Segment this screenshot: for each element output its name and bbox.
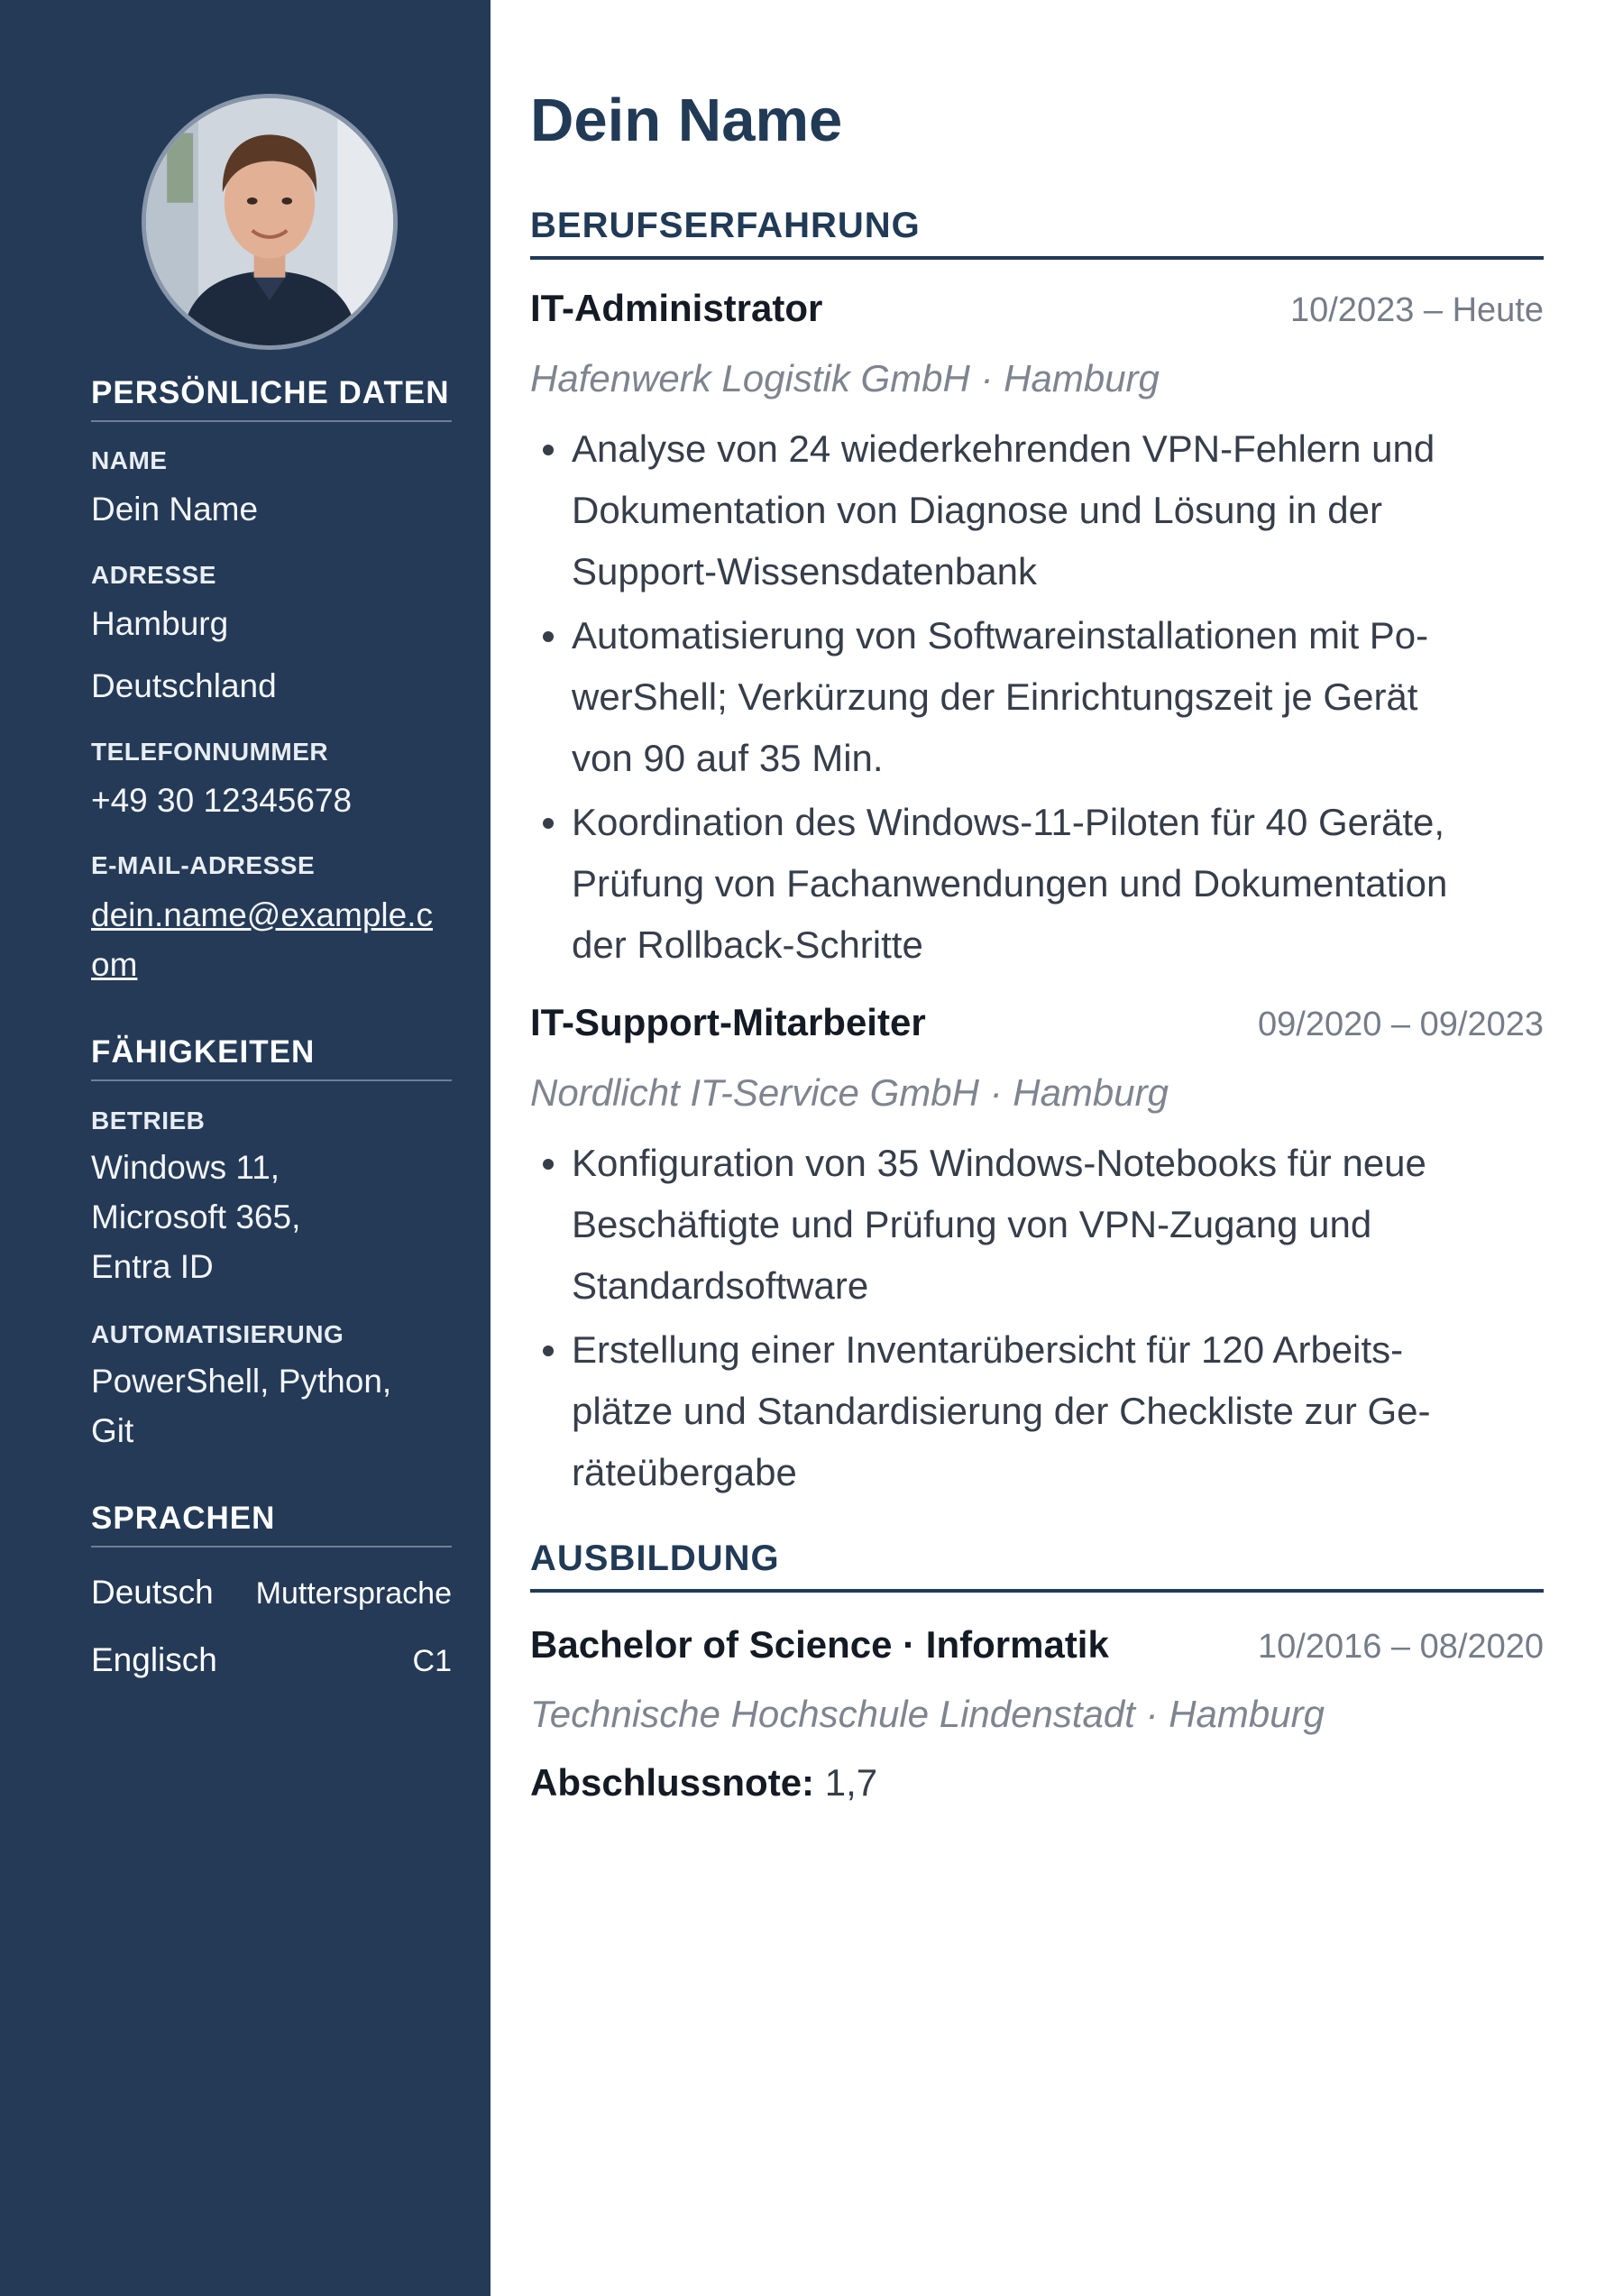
skill-group-label: AUTOMATISIERUNG <box>91 1320 344 1348</box>
grade-value: 1,7 <box>824 1761 878 1804</box>
skill-line: Entra ID <box>91 1248 214 1285</box>
final-grade <box>530 1761 877 1805</box>
skill-group-label: BETRIEB <box>91 1107 206 1134</box>
address-label: ADRESSE <box>91 561 216 589</box>
job-company: Hafenwerk Logistik GmbH · Hamburg <box>530 357 1160 400</box>
language-name: Englisch <box>91 1641 217 1678</box>
language-name: Deutsch <box>91 1574 214 1611</box>
email-label: E-MAIL-ADRESSE <box>91 851 316 879</box>
name-label: NAME <box>91 446 168 474</box>
list-item: Automatisierung von Softwareinstallationen mit Po- werShell; Verkürzung der Einrichtungszeit je Gerät von 90 auf 35 Min. <box>530 605 1544 789</box>
grade-label: Abschlussnote: <box>530 1761 815 1804</box>
language-level: Muttersprache <box>255 1576 452 1611</box>
email-line-2[interactable]: om <box>91 946 138 983</box>
skill-line: PowerShell, Python, <box>91 1363 392 1400</box>
education-date: 10/2016 – 08/2020 <box>1258 1628 1544 1666</box>
profile-photo <box>142 94 398 350</box>
sidebar <box>0 0 491 2296</box>
skill-line: Windows 11, <box>91 1149 280 1186</box>
language-row <box>91 1641 452 1709</box>
phone-label: TELEFONNUMMER <box>91 738 329 766</box>
list-item: Koordination des Windows-11-Piloten für 40 Geräte, Prüfung von Fachanwendungen und Dokumentation der Rollback-Schritte <box>530 792 1544 976</box>
personal-data-section <box>91 377 452 422</box>
personal-data-title: PERSÖNLICHE DATEN <box>91 377 452 422</box>
job-title: IT-Administrator <box>530 287 823 329</box>
list-item: Konfiguration von 35 Windows-Notebooks für neue Beschäftigte und Prüfung von VPN-Zugang und Standardsoftware <box>530 1133 1544 1317</box>
job-title: IT-Support-Mitarbeiter <box>530 1001 926 1043</box>
name-value: Dein Name <box>91 491 259 528</box>
school-name: Technische Hochschule Lindenstadt · Hamburg <box>530 1693 1325 1735</box>
address-city: Hamburg <box>91 605 229 642</box>
skill-line: Microsoft 365, <box>91 1199 301 1235</box>
degree-title: Bachelor of Science · Informatik <box>530 1623 1109 1666</box>
education-header <box>530 1623 1544 1667</box>
job-header <box>530 287 1544 330</box>
education-title: AUSBILDUNG <box>530 1540 1544 1593</box>
portrait-image <box>146 98 393 345</box>
job-company: Nordlicht IT-Service GmbH · Hamburg <box>530 1071 1169 1114</box>
address-country: Deutschland <box>91 667 277 704</box>
job-bullets <box>530 1133 1544 1506</box>
list-item: Analyse von 24 wiederkehrenden VPN-Fehlern und Dokumentation von Diagnose und Lösung in der Support-Wissensdatenbank <box>530 418 1544 602</box>
phone-value: +49 30 12345678 <box>91 782 353 819</box>
languages-title: SPRACHEN <box>91 1502 452 1548</box>
page-title: Dein Name <box>530 87 843 154</box>
list-item: Erstellung einer Inventarübersicht für 120 Arbeits- plätze und Standardisierung der Checkliste zur Ge- räteübergabe <box>530 1319 1544 1503</box>
email-link[interactable] <box>91 890 452 989</box>
job-header <box>530 1001 1544 1044</box>
skill-line: Git <box>91 1412 134 1449</box>
language-row <box>91 1574 452 1641</box>
skills-title: FÄHIGKEITEN <box>91 1036 452 1081</box>
experience-title: BERUFSERFAHRUNG <box>530 207 1544 260</box>
language-level: C1 <box>412 1644 452 1678</box>
job-date: 09/2020 – 09/2023 <box>1258 1006 1544 1043</box>
job-bullets <box>530 418 1544 978</box>
email-line-1[interactable]: dein.name@example.c <box>91 896 433 933</box>
job-date: 10/2023 – Heute <box>1289 291 1544 329</box>
